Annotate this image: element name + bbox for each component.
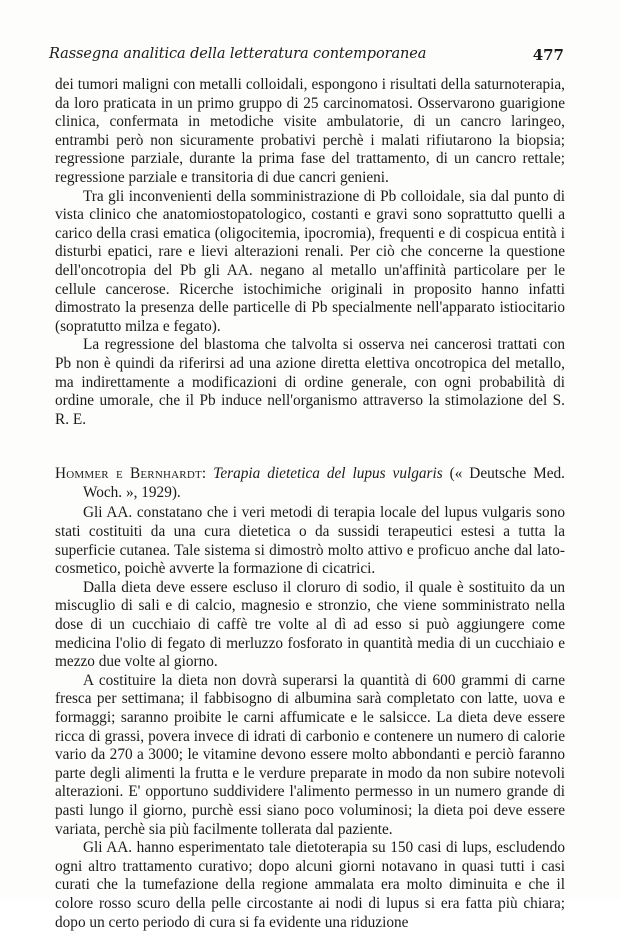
paragraph: Gli AA. constatano che i veri metodi di terapia locale del lupus vulgaris sono stati costituiti da una cura dietetica o da sussidi terapeutici estesi a tutta la superficie cutanea. Tale sistema si dimostrò molto attivo e proficuo anche dal lato-cosmetico, poichè avverte la formazione di cicatrici.: [55, 504, 565, 578]
review-entry-heading: [55, 465, 565, 502]
entry-title: Terapia dietetica del lupus vulgaris: [213, 465, 443, 483]
entry-authors: Hommer e Bernhardt:: [55, 465, 207, 483]
running-title: Rassegna analitica della letteratura contemporanea: [49, 46, 427, 62]
paragraph: dei tumori maligni con metalli colloidali, espongono i risultati della saturnoterapia, da loro praticata in un primo gruppo di 25 carcinomatosi. Osservarono guarigione clinica, confermata in metodiche visite ambulatorie, di un cancro laringeo, entrambi però non sicuramente probativi perchè i malati rifiutarono la biopsia; regressione parziale, durante la prima fase del trattamento, di un cancro rettale; regressione parziale e transitoria di due cancri genieni.: [55, 76, 565, 186]
paragraph: Tra gli inconvenienti della somministrazione di Pb colloidale, sia dal punto di vista clinico che anatomiostopatologico, costanti e gravi sono soprattutto quelli a carico della crasi ematica (oligocitemia, ipocromia), frequenti e di cospicua entità i disturbi epatici, rare e lievi alterazioni renali. Per ciò che concerne la questione dell'oncotropia del Pb gli AA. negano al metallo un'affinità particolare per le cellule cancerose. Ricerche istochimiche originali in proposito hanno infatti dimostrato la presenza delle particelle di Pb specialmente nell'apparato istiocitario (sopratutto milza e fegato).: [55, 187, 565, 335]
paragraph: A costituire la dieta non dovrà superarsi la quantità di 600 grammi di carne fresca per settimana; il fabbisogno di albumina sarà completato con latte, uova e formaggi; saranno proibite le carni affumicate e le salsicce. La dieta deve essere ricca di grassi, povera invece di idrati di carbonio e contenere un numero di calorie vario da 270 a 3000; le vitamine devono essere molto abbondanti e perciò faranno parte degli alimenti la frutta e le verdure preparate in modo da non subire notevoli alterazioni. E' opportuno suddividere l'alimento permesso in un numero grande di pasti lungo il giorno, purchè essi siano poco voluminosi; la dieta poi deve essere variata, perchè sia più facilmente tollerata dal paziente.: [55, 671, 565, 838]
paragraph: Dalla dieta deve essere escluso il cloruro di sodio, il quale è sostituito da un miscuglio di sali e di calcio, magnesio e stronzio, che viene somministrato nella dose di un cucchiaio di caffè tre volte al dì ad esso si può aggiungere come medicina l'olio di fegato di merluzzo fosforato in quantità media di un cucchiaio e mezzo due volte al giorno.: [55, 578, 565, 671]
paragraph: Gli AA. hanno esperimentato tale dietoterapia su 150 casi di lups, escludendo ogni altro trattamento curativo; dopo alcuni giorni notavano in quasi tutti i casi curati che la tumefazione della regione ammalata era molto diminuita e che il colore rosso scuro della pelle circostante ai nodi di lupus si era fatta più chiara; dopo un certo periodo di cura si fa evidente una riduzione: [55, 839, 565, 931]
page-body: [55, 76, 565, 932]
entry-source: (« Deutsche Med. Woch. », 1929).: [83, 465, 566, 501]
page-number: 477: [532, 46, 564, 64]
paragraph: La regressione del blastoma che talvolta si osserva nei cancerosi trattati con Pb non è quindi da riferirsi ad una azione diretta elettiva oncotropica del metallo, ma indirettamente a modificazioni di ordine generale, con ogni probabilità di ordine umorale, che il Pb induce nell'organismo attraverso la stimolazione del S. R. E.: [55, 336, 565, 428]
running-header: [49, 46, 564, 66]
